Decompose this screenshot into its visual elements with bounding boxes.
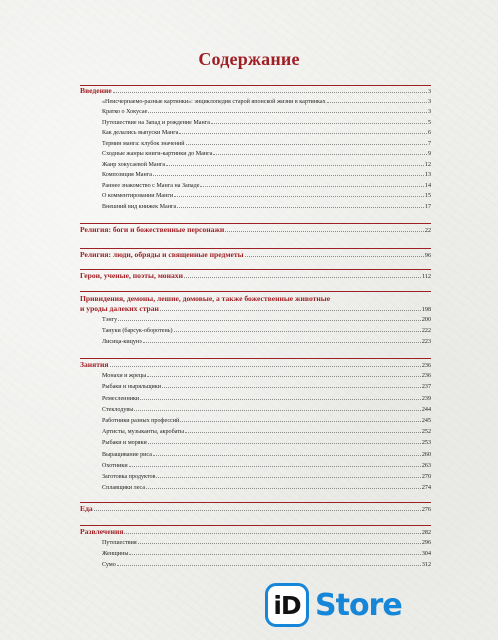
toc-item-label: Как делались выпуски Манга (102, 130, 179, 136)
toc-page-number: 3 (427, 89, 431, 95)
leader-dots (225, 230, 424, 232)
section-rule (80, 223, 431, 224)
toc-item-label: Композиция Манга (102, 172, 152, 178)
toc-item[interactable] (80, 328, 431, 334)
toc-item-label: Лисица-кицунэ (102, 339, 142, 345)
toc-item-label: Тэнгу (102, 317, 118, 323)
leader-dots (156, 476, 420, 478)
idstore-brand-text: Store (315, 587, 402, 623)
toc-page-number: 12 (424, 162, 431, 168)
leader-dots (129, 465, 421, 467)
toc-item[interactable] (80, 485, 431, 491)
toc-section-label-line1: Привидения, демоны, лешие, домовые, а также божественные животные (80, 294, 331, 303)
toc-page-number: 260 (421, 452, 431, 458)
toc-item[interactable] (80, 440, 431, 446)
section-rule (80, 358, 431, 359)
toc-item-label: Рыбаки и ныряльщики (102, 384, 162, 390)
idstore-watermark (265, 582, 435, 628)
toc-item[interactable] (80, 396, 431, 402)
toc-section-label: Религия: люди, обряды и священные предметы (80, 250, 244, 259)
toc-page-number: 239 (421, 396, 431, 402)
page-title: Содержание (198, 49, 300, 69)
toc-section-label: Занятия (80, 360, 109, 369)
leader-dots (180, 420, 421, 422)
toc-item-label: Заготовка продуктов (102, 474, 156, 480)
toc-item[interactable] (80, 317, 431, 323)
toc-item[interactable] (80, 120, 431, 126)
toc-item-label: Женщины (102, 551, 129, 557)
idstore-logo-text: iD (273, 590, 301, 620)
toc-page-number: 296 (421, 540, 431, 546)
leader-dots (174, 195, 424, 197)
leader-dots (174, 330, 421, 332)
toc-page-number: 236 (421, 363, 431, 369)
toc-section-label: Герои, ученые, поэты, монахи (80, 271, 183, 280)
toc-page-number: 304 (421, 551, 431, 557)
toc-section-religion-people[interactable] (80, 250, 431, 259)
leader-dots (213, 153, 427, 155)
leader-dots (162, 386, 421, 388)
toc-item[interactable] (80, 172, 431, 178)
toc-item[interactable] (80, 141, 431, 147)
toc-section-religion-gods[interactable] (80, 225, 431, 234)
leader-dots (117, 564, 421, 566)
toc-item[interactable] (80, 474, 431, 480)
toc-item-label: «Неисчерпаемо-разные картинки»: энциклопедия старой японской жизни в картинках (102, 99, 326, 105)
toc-item[interactable] (80, 540, 431, 546)
toc-item[interactable] (80, 418, 431, 424)
toc-page-number: 3 (427, 99, 431, 105)
toc-page-number: 22 (424, 228, 431, 234)
section-rule (80, 248, 431, 249)
toc-item[interactable] (80, 452, 431, 458)
toc-page-number: 6 (427, 130, 431, 136)
toc-page-number: 237 (421, 384, 431, 390)
toc-item-label: Выращивание риса (102, 452, 152, 458)
toc-section-occupations[interactable] (80, 360, 431, 369)
leader-dots (153, 174, 424, 176)
toc-item[interactable] (80, 463, 431, 469)
leader-dots (211, 122, 427, 124)
leader-dots (186, 143, 427, 145)
toc-section-food[interactable] (80, 504, 431, 513)
toc-item-label: Путешествия (102, 540, 137, 546)
toc-page-number: 245 (421, 418, 431, 424)
toc-item-label: Внешний вид книжек Манга (102, 204, 177, 210)
leader-dots (94, 509, 421, 511)
leader-dots (118, 319, 421, 321)
toc-item[interactable] (80, 339, 431, 345)
leader-dots (124, 532, 420, 534)
toc-page-number: 312 (421, 562, 431, 568)
toc-page-number: 7 (427, 141, 431, 147)
leader-dots (129, 553, 420, 555)
idstore-logo-box (265, 583, 309, 627)
toc-item[interactable] (80, 407, 431, 413)
leader-dots (153, 454, 421, 456)
toc-page-number: 253 (421, 440, 431, 446)
leader-dots (177, 206, 424, 208)
leader-dots (148, 111, 427, 113)
toc-page-number: 3 (427, 109, 431, 115)
toc-item-label: Сумо (102, 562, 116, 568)
leader-dots (110, 365, 421, 367)
toc-page-number: 282 (421, 530, 431, 536)
leader-dots (179, 132, 427, 134)
toc-section-entertainment[interactable] (80, 527, 431, 536)
toc-item-label: Ремесленники (102, 396, 140, 402)
section-rule (80, 502, 431, 503)
toc-page-number: 96 (424, 253, 431, 259)
toc-item-label: Путешествие на Запад и рождение Манга (102, 120, 210, 126)
section-rule (80, 291, 431, 292)
toc-item[interactable] (80, 151, 431, 157)
toc-page-number: 14 (424, 183, 431, 189)
toc-section-label: Введение (80, 86, 112, 95)
leader-dots (148, 442, 421, 444)
toc-page-number: 198 (421, 307, 431, 313)
section-rule (80, 269, 431, 270)
toc-item-label: Тануки (барсук-оборотень) (102, 328, 173, 334)
toc-section-label: Развлечения (80, 527, 124, 536)
section-rule (80, 525, 431, 526)
toc-item-label: О комментировании Манги (102, 193, 174, 199)
toc-item[interactable] (80, 109, 431, 115)
toc-page-number: 270 (421, 474, 431, 480)
toc-item[interactable] (80, 429, 431, 435)
leader-dots (327, 101, 427, 103)
toc-page-number: 200 (421, 317, 431, 323)
leader-dots (113, 91, 427, 93)
leader-dots (140, 398, 421, 400)
toc-item-label: Стеклодувы (102, 407, 134, 413)
toc-section-heroes[interactable] (80, 271, 431, 280)
toc-page-number: 252 (421, 429, 431, 435)
toc-item-label: Работники разных профессий (102, 418, 180, 424)
toc-item-label: Термин манга: клубок значений (102, 141, 185, 147)
toc-item[interactable] (80, 183, 431, 189)
toc-page-number: 263 (421, 463, 431, 469)
toc-item-label: Жанр хокусаевой Манга (102, 162, 166, 168)
leader-dots (146, 487, 421, 489)
toc-item-label: Сходные жанры книги-картинки до Манга (102, 151, 213, 157)
toc-item[interactable] (80, 373, 431, 379)
toc-item-label: Кратко о Хокусае (102, 109, 148, 115)
toc-section-intro[interactable] (80, 86, 431, 95)
toc-item-label: Рыбаки и моряки (102, 440, 147, 446)
toc-item[interactable] (80, 562, 431, 568)
toc-section-label: Еда (80, 504, 93, 513)
toc-item[interactable] (80, 551, 431, 557)
toc-item[interactable] (80, 162, 431, 168)
toc-page-number: 17 (424, 204, 431, 210)
toc-section-label: Религия: боги и божественные персонажи (80, 225, 225, 234)
toc-page-number: 236 (421, 373, 431, 379)
toc-page-number: 223 (421, 339, 431, 345)
toc-page-number: 13 (424, 172, 431, 178)
leader-dots (245, 255, 424, 257)
toc-item[interactable] (80, 193, 431, 199)
toc-section-label-line2: и уроды далеких стран (80, 304, 159, 313)
toc-page-number: 244 (421, 407, 431, 413)
leader-dots (138, 542, 421, 544)
leader-dots (147, 375, 421, 377)
toc-item[interactable] (80, 99, 431, 105)
toc-page-number: 276 (421, 507, 431, 513)
leader-dots (200, 185, 423, 187)
toc-item-label: Раннее знакомство с Манга на Западе (102, 183, 200, 189)
toc-page-number: 5 (427, 120, 431, 126)
leader-dots (184, 276, 421, 278)
leader-dots (134, 409, 421, 411)
toc-page-number: 9 (427, 151, 431, 157)
toc-page-number: 112 (422, 274, 431, 280)
toc-item-label: Охотники (102, 463, 128, 469)
toc-page-number: 15 (424, 193, 431, 199)
toc-item[interactable] (80, 204, 431, 210)
toc-item[interactable] (80, 384, 431, 390)
leader-dots (166, 164, 424, 166)
toc-item-label: Монахи и жрецы (102, 373, 147, 379)
toc-page-number: 274 (421, 485, 431, 491)
leader-dots (143, 341, 421, 343)
leader-dots (160, 309, 421, 311)
leader-dots (185, 431, 421, 433)
toc-item[interactable] (80, 130, 431, 136)
toc-section-ghosts[interactable] (80, 304, 431, 313)
toc-item-label: Сплавщики леса (102, 485, 146, 491)
toc-item-label: Артисты, музыканты, акробаты (102, 429, 185, 435)
toc-page-number: 222 (421, 328, 431, 334)
